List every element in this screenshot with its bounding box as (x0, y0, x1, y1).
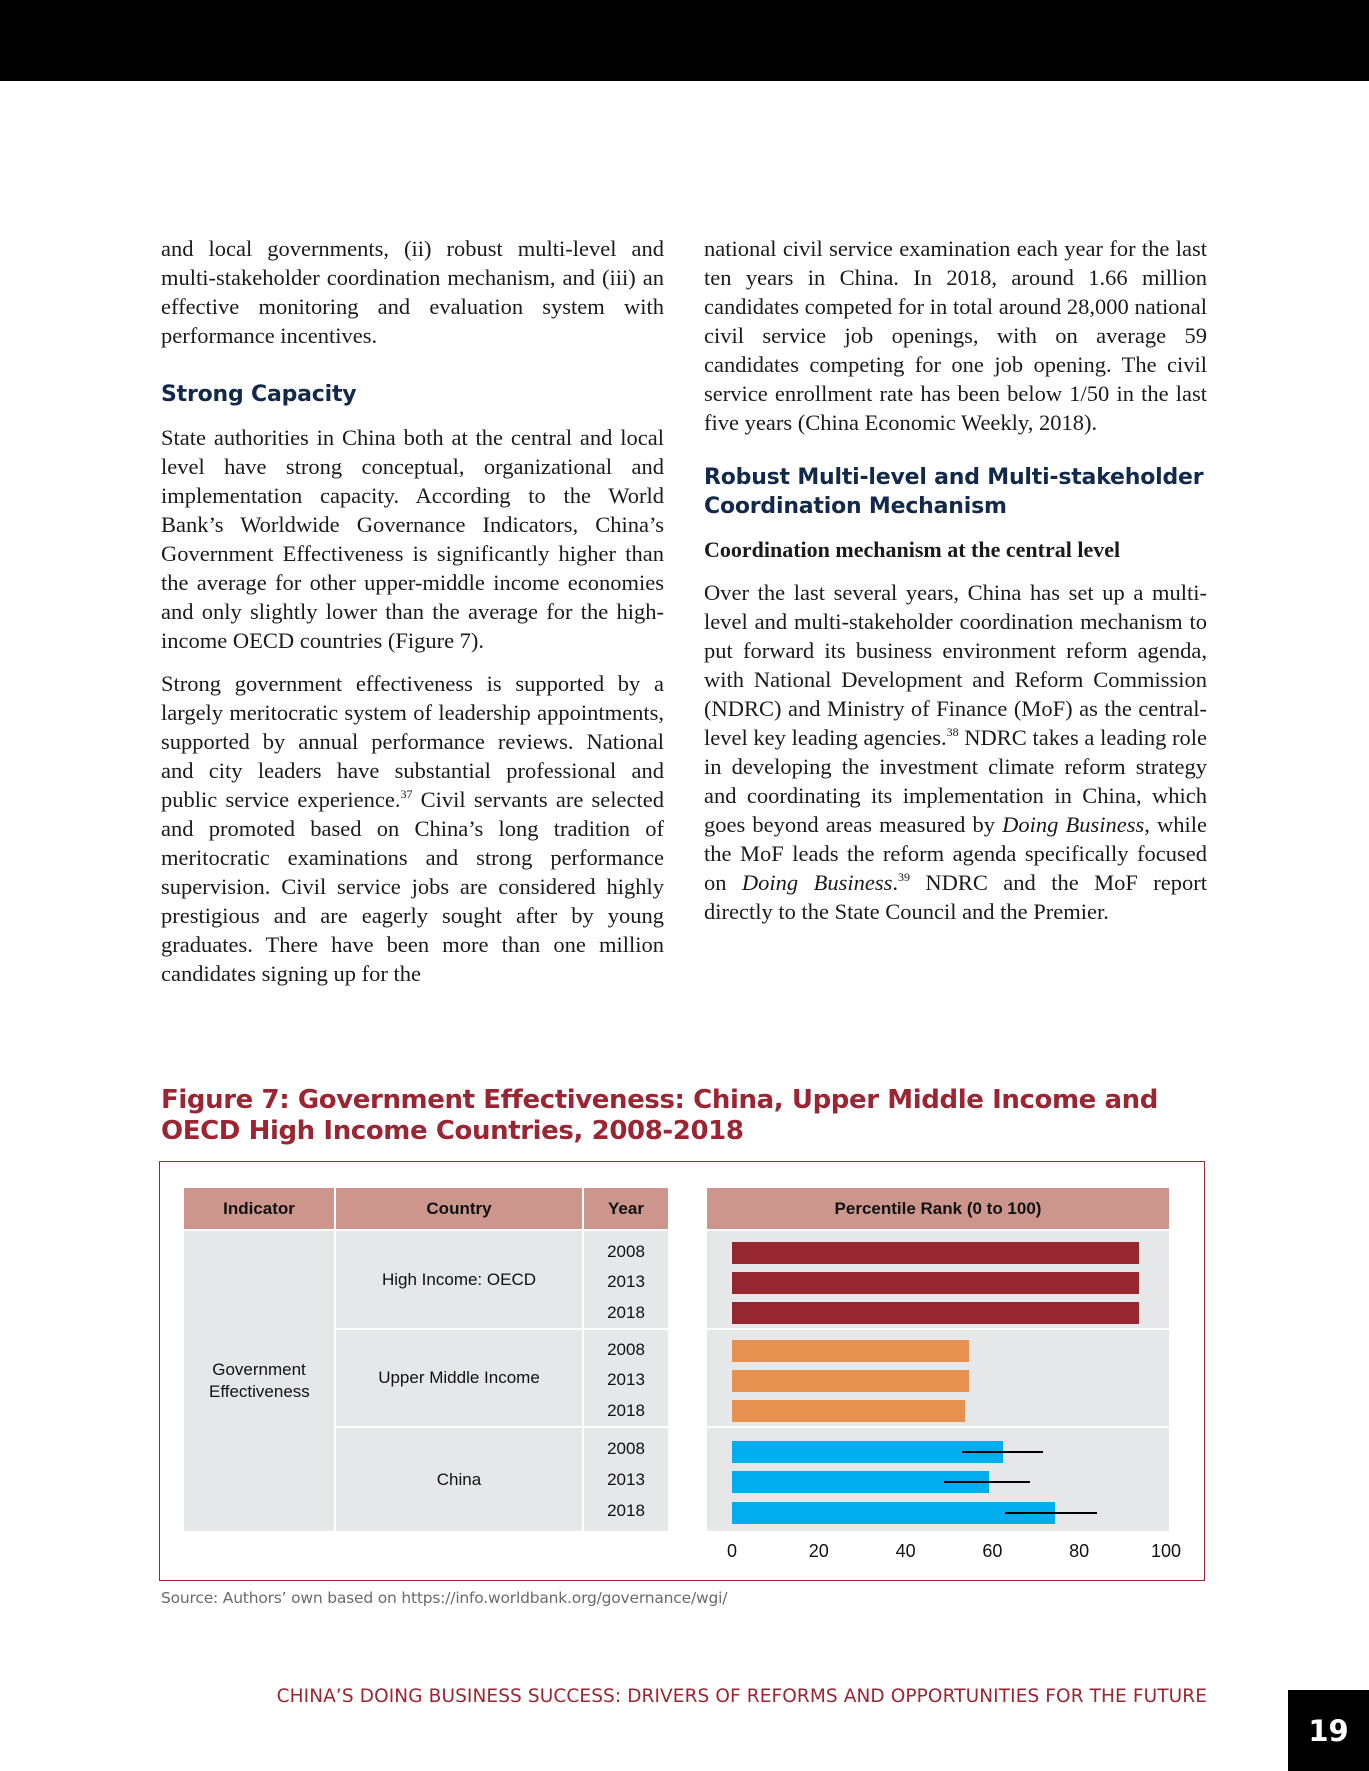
figure-title: Figure 7: Government Effectiveness: China, Upper Middle Income and OECD High Income Countries, 2008-2018 (161, 1085, 1159, 1146)
section-heading-strong-capacity: Strong Capacity (161, 382, 357, 407)
header-year (584, 1188, 668, 1229)
bar-upper-middle-income-2013 (732, 1370, 969, 1392)
footnote-ref-37[interactable]: 37 (400, 787, 413, 801)
bar-upper-middle-income-2008 (732, 1340, 969, 1362)
paragraph (161, 669, 664, 988)
error-bar (1005, 1512, 1096, 1514)
year-cell-oecd (584, 1231, 668, 1328)
figure-frame (159, 1161, 1205, 1581)
bar-high-income-oecd-2018 (732, 1302, 1139, 1324)
year-cell-umi (584, 1330, 668, 1426)
running-footer: CHINA’S DOING BUSINESS SUCCESS: DRIVERS OF REFORMS AND OPPORTUNITIES FOR THE FUTURE (276, 1686, 1207, 1707)
x-tick-label: 0 (726, 1541, 737, 1561)
x-tick-label: 100 (1150, 1541, 1182, 1561)
page-number: 19 (1288, 1690, 1369, 1771)
right-column (704, 234, 1207, 940)
year-label: 2018 (607, 1401, 645, 1420)
country-label: Upper Middle Income (378, 1368, 540, 1387)
figure-source: Source: Authors’ own based on https://info.worldbank.org/governance/wgi/ (161, 1589, 728, 1607)
x-tick-label: 80 (1069, 1541, 1090, 1561)
bar-high-income-oecd-2013 (732, 1272, 1139, 1294)
year-label: 2018 (607, 1303, 645, 1322)
footnote-ref-39[interactable]: 39 (897, 870, 910, 884)
top-black-bar (0, 0, 1369, 81)
italic-doing-business: Doing Business (1002, 812, 1145, 837)
paragraph: and local governments, (ii) robust multi-level and multi-stakeholder coordination mechanism, and (iii) an effective monitoring and evaluation system with performance incentives. (161, 236, 664, 348)
year-label: 2013 (607, 1470, 645, 1489)
header-indicator (184, 1188, 334, 1229)
text: , while the MoF leads the reform agenda specifically focused on (704, 812, 1207, 895)
bar-high-income-oecd-2008 (732, 1242, 1139, 1264)
subheading-central-level: Coordination mechanism at the central level (704, 537, 1121, 562)
header-label: Year (608, 1198, 644, 1218)
year-label: 2018 (607, 1501, 645, 1520)
x-tick-label: 60 (982, 1541, 1003, 1561)
x-tick-label: 20 (808, 1541, 829, 1561)
text: Strong government effectiveness is supported by a largely meritocratic system of leadership appointments, supported by annual performance reviews. National and city leaders have substantial professional and public service experience. (161, 671, 664, 812)
country-label: High Income: OECD (382, 1269, 536, 1289)
text: Civil servants are selected and promoted based on China’s long tradition of meritocratic examinations and strong performance supervision. Civil service jobs are considered highly prestigious and are eagerly sought after by young graduates. There have been more than one million candidates signing up for the (161, 787, 664, 986)
country-label: China (436, 1469, 482, 1489)
header-label: Country (426, 1198, 492, 1218)
paragraph (704, 578, 1207, 926)
paragraph: State authorities in China both at the central and local level have strong conceptual, organizational and implementation capacity. According to the World Bank’s Worldwide Governance Indicators, China’s Government Effectiveness is significantly higher than the average for other upper-middle income economies and only slightly lower than the average for the high-income OECD countries (Figure 7). (161, 425, 664, 653)
bar-upper-middle-income-2018 (732, 1400, 965, 1422)
error-bar (944, 1481, 1030, 1483)
country-cell-oecd (336, 1231, 582, 1328)
text: Over the last several years, China has set up a multi-level and multi-stakeholder coordination mechanism to put forward its business environment reform agenda, with National Development and Reform Commission (NDRC) and Ministry of Finance (MoF) as the central-level key leading agencies. (704, 580, 1207, 750)
header-label: Indicator (223, 1198, 295, 1218)
indicator-cell (184, 1231, 334, 1531)
text: NDRC takes a leading role in developing the investment climate reform strategy and coordinating its implementation in China, which goes beyond areas measured by (704, 725, 1207, 837)
header-country (336, 1188, 582, 1229)
section-heading-coordination: Robust Multi-level and Multi-stakeholder Coordination Mechanism (704, 465, 1204, 519)
year-label: 2013 (607, 1272, 645, 1291)
indicator-label: Government Effectiveness (209, 1360, 310, 1401)
text: NDRC and the MoF report directly to the State Council and the Premier. (704, 870, 1208, 924)
paragraph: national civil service examination each year for the last ten years in China. In 2018, around 1.66 million candidates competed for in total around 28,000 national civil service job openings, with on average 59 candidates competing for one job opening. The civil service enrollment rate has been below 1/50 in the last five years (China Economic Weekly, 2018). (704, 236, 1207, 435)
left-column (161, 234, 664, 1002)
text: . (892, 870, 898, 895)
country-cell-umi (336, 1330, 582, 1426)
footnote-ref-38[interactable]: 38 (946, 725, 959, 739)
year-label: 2008 (607, 1242, 645, 1261)
year-label: 2008 (607, 1439, 645, 1458)
header-label: Percentile Rank (0 to 100) (834, 1198, 1042, 1218)
year-label: 2013 (607, 1370, 645, 1389)
error-bar (962, 1451, 1043, 1453)
italic-doing-business: Doing Business (741, 870, 893, 895)
year-label: 2008 (607, 1340, 645, 1359)
country-cell-china (336, 1428, 582, 1531)
header-percentile-rank (707, 1188, 1169, 1229)
year-cell-china (584, 1428, 668, 1531)
x-tick-label: 40 (895, 1541, 916, 1561)
